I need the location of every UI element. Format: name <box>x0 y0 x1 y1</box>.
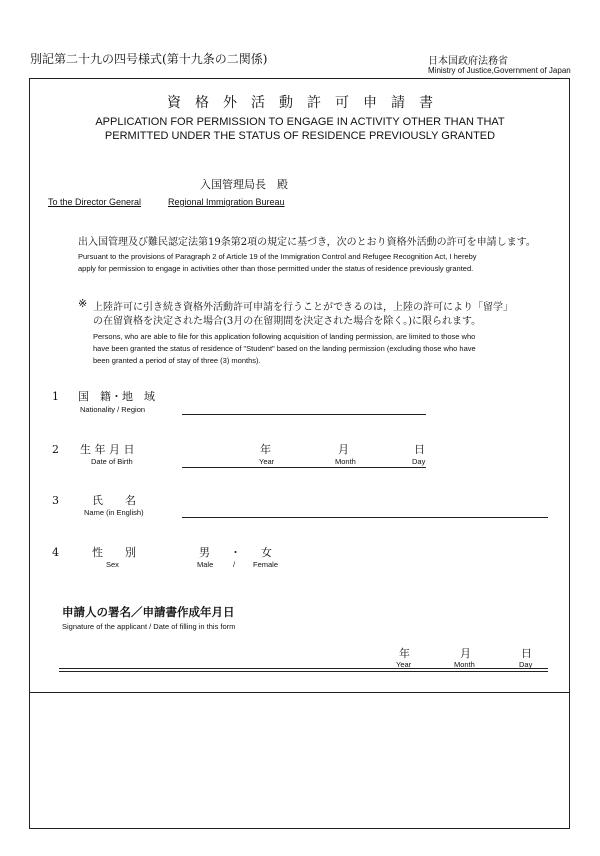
dob-day-en: Day <box>412 457 426 466</box>
sex-male-jp[interactable]: 男 <box>199 546 210 559</box>
signature-line-lower <box>59 671 548 672</box>
field-3-number: 3 <box>52 494 59 507</box>
dob-input-line[interactable] <box>182 467 426 468</box>
note-jp-line1: 上陸許可に引き続き資格外活動許可申請を行うことができるのは，上陸の許可により「留学」 <box>93 302 513 313</box>
signature-label-jp: 申請人の署名／申請書作成年月日 <box>62 607 235 619</box>
dob-month-en: Month <box>335 457 356 466</box>
sign-month-jp: 月 <box>460 647 471 660</box>
sex-label-en: Sex <box>106 560 119 569</box>
note-jp-line2: の在留資格を決定された場合(3月の在留期間を決定された場合を除く。)に限られます。 <box>93 316 482 327</box>
ministry-jp: 日本国政府法務省 <box>428 56 508 67</box>
sex-separator-dot: ・ <box>230 546 241 559</box>
addressee-jp: 入国管理局長 殿 <box>200 178 288 191</box>
intro-jp: 出入国管理及び難民認定法第19条第2項の規定に基づき，次のとおり資格外活動の許可を申請します。 <box>78 237 536 248</box>
dob-month-jp: 月 <box>338 443 349 456</box>
sign-day-en: Day <box>519 660 533 669</box>
sex-female-en[interactable]: Female <box>253 560 279 569</box>
sex-female-jp[interactable]: 女 <box>261 546 272 559</box>
note-en-line3: been granted a period of stay of three (3) months). <box>93 356 261 365</box>
sex-male-en[interactable]: Male <box>197 560 214 569</box>
title-jp: 資格外活動許可申請書 <box>167 95 447 111</box>
title-en-line1: APPLICATION FOR PERMISSION TO ENGAGE IN ACTIVITY OTHER THAN THAT <box>95 116 505 128</box>
note-en-line1: Persons, who are able to file for this application following acquisition of landing permission, are limited to those who <box>93 332 476 341</box>
name-label-jp: 氏 名 <box>92 494 136 507</box>
sign-year-en: Year <box>396 660 412 669</box>
title-en-line2: PERMITTED UNDER THE STATUS OF RESIDENCE PREVIOUSLY GRANTED <box>104 130 496 142</box>
dob-label-jp: 生 年 月 日 <box>80 443 135 456</box>
nationality-label-en: Nationality / Region <box>80 405 146 414</box>
addressee-director: To the Director General <box>48 197 142 207</box>
form-number-label: 別記第二十九の四号様式 <box>30 52 163 66</box>
field-2-number: 2 <box>52 443 59 456</box>
dob-label-en: Date of Birth <box>91 457 133 466</box>
dob-day-jp: 日 <box>414 443 425 456</box>
note-mark: ※ <box>78 297 88 310</box>
intro-en-line2: apply for permission to engage in activities other than those permitted under the status of residence previously granted. <box>78 264 474 273</box>
field-1-number: 1 <box>52 390 59 403</box>
sign-year-jp: 年 <box>399 647 410 660</box>
signature-line-upper[interactable] <box>59 668 548 669</box>
name-label-en: Name (in English) <box>84 508 144 517</box>
intro-en-line1: Pursuant to the provisions of Paragraph 2 of Article 19 of the Immigration Control and Refugee Recognition Act, I hereby <box>78 252 477 261</box>
note-en-line2: have been granted the status of residence of "Student" based on the landing permission (excluding those who have <box>93 344 476 353</box>
form-number <box>30 50 267 67</box>
name-input-line[interactable] <box>182 517 548 518</box>
sex-label-jp: 性 別 <box>92 546 136 559</box>
signature-label-en: Signature of the applicant / Date of filling in this form <box>62 622 236 631</box>
dob-year-en: Year <box>259 457 275 466</box>
sex-separator-slash: / <box>233 560 236 569</box>
dob-year-jp: 年 <box>260 443 271 456</box>
form-reference: (第十九条の二関係) <box>162 52 268 66</box>
ministry-en: Ministry of Justice,Government of Japan <box>428 66 571 75</box>
form-bottom-divider <box>29 692 570 693</box>
sign-day-jp: 日 <box>521 647 532 660</box>
sign-month-en: Month <box>454 660 475 669</box>
nationality-label-jp: 国 籍・地 域 <box>78 390 155 403</box>
nationality-input-line[interactable] <box>182 414 426 415</box>
field-4-number: 4 <box>52 546 59 559</box>
addressee-bureau: Regional Immigration Bureau <box>168 197 285 207</box>
